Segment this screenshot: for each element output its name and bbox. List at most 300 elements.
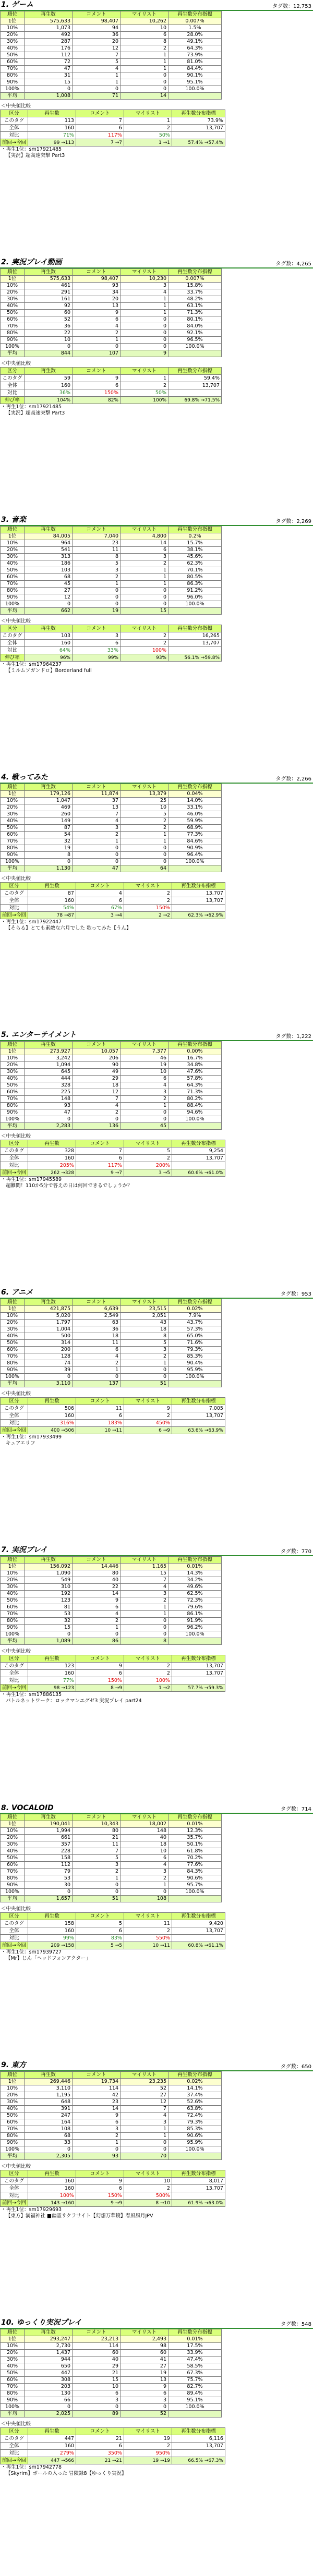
table-cell: 6 <box>73 1604 121 1611</box>
table-cell: 541 <box>25 547 73 554</box>
table-cell: 13,379 <box>121 791 168 798</box>
comparison-row <box>1 382 222 389</box>
table-cell: 107 <box>73 350 121 357</box>
table-cell: 6 <box>73 2119 121 2126</box>
table-cell: 80.2% <box>168 1096 222 1103</box>
table-cell: 0 <box>121 1109 168 1116</box>
table-cell: 50% <box>124 132 172 139</box>
category-section <box>0 1803 313 2060</box>
section-title-row <box>0 773 313 784</box>
table-cell: 13,707 <box>172 2443 225 2450</box>
table-row <box>1 2119 222 2126</box>
row-label: 100% <box>1 86 25 93</box>
table-row <box>1 2126 222 2133</box>
table-cell: 1 <box>121 567 168 574</box>
table-row <box>1 2363 222 2370</box>
row-label: 前回→今回 <box>1 2200 28 2207</box>
top-video-id: ・再生1位：sm17964237 <box>1 662 62 667</box>
top-video-title: 【Mr】じん「ヘッドフォンアクター」 <box>6 1956 91 1961</box>
table-cell: 79.3% <box>168 1347 222 1353</box>
column-header: 再生数 <box>25 784 73 791</box>
table-cell: 47 <box>25 66 73 72</box>
table-cell: 13,707 <box>172 890 225 897</box>
top-video-title: 【ミルムソガンドロ】Borderland full <box>6 668 92 674</box>
table-cell: 2 <box>124 1155 172 1162</box>
row-label: 20% <box>1 1577 25 1584</box>
table-cell: 43 <box>121 1320 168 1326</box>
column-header: コメント <box>76 1913 124 1920</box>
table-cell: 18,002 <box>121 1821 168 1828</box>
row-label: 90% <box>1 1882 25 1889</box>
table-cell: 1,195 <box>25 2092 73 2099</box>
section-title: 8. VOCALOID <box>1 1804 54 1812</box>
table-cell: 10,343 <box>73 1821 121 1828</box>
table-cell: 8 <box>73 554 121 560</box>
row-label: 平均 <box>1 93 25 100</box>
row-label: 20% <box>1 2092 25 2099</box>
row-label: 全体 <box>1 2443 28 2450</box>
table-cell: 0 <box>121 1116 168 1123</box>
table-cell: 10 →11 <box>76 1427 124 1434</box>
table-cell: 0 <box>73 1631 121 1638</box>
percentile-table <box>0 1299 222 1387</box>
table-cell: 9 <box>121 2384 168 2390</box>
column-header: マイリスト <box>121 368 168 375</box>
average-row <box>1 865 222 872</box>
section-title-row <box>0 2318 313 2329</box>
table-cell: 0 <box>25 86 73 93</box>
table-cell: 645 <box>25 1069 73 1076</box>
change-row <box>1 654 222 662</box>
row-label: 100% <box>1 2404 25 2411</box>
row-label: 60% <box>1 574 25 581</box>
table-cell: 0.01% <box>168 2336 222 2343</box>
table-cell: 98,407 <box>73 18 121 25</box>
row-label: 20% <box>1 289 25 296</box>
table-cell: 2 <box>121 818 168 825</box>
category-section <box>0 515 313 773</box>
column-header: 再生数分布指標 <box>168 1042 222 1048</box>
table-cell: 10 <box>124 2178 172 2185</box>
row-label: 90% <box>1 2397 25 2404</box>
table-cell: 35.7% <box>168 1835 222 1841</box>
table-cell: 160 <box>28 1155 76 1162</box>
comparison-row <box>1 2435 225 2443</box>
table-cell: 500 <box>25 1333 73 1340</box>
table-cell: 0 <box>121 1889 168 1896</box>
column-header: 区分 <box>1 110 28 117</box>
table-cell: 8 →10 <box>124 2200 172 2207</box>
table-row <box>1 1821 222 1828</box>
table-cell: 1 <box>121 1882 168 1889</box>
top-video-id: ・再生1位：sm17922447 <box>1 919 62 925</box>
top-video-info <box>0 2207 313 2219</box>
comparison-header-row <box>1 1140 225 1147</box>
comparison-label: ＜中央値比較 <box>1 618 31 624</box>
median-comparison-table <box>0 2427 225 2464</box>
change-row <box>1 2200 225 2207</box>
table-cell: 950% <box>124 2450 172 2457</box>
table-cell <box>172 2192 225 2200</box>
table-cell: 3 <box>121 1347 168 1353</box>
change-row <box>1 2457 225 2464</box>
table-cell: 12 <box>73 1089 121 1096</box>
table-row <box>1 316 222 323</box>
table-row <box>1 859 222 865</box>
table-cell: 12 <box>25 594 73 601</box>
table-cell: 96% <box>25 654 73 662</box>
table-cell: 100.0% <box>168 601 222 608</box>
row-label: 10% <box>1 1055 25 1062</box>
row-label: 60% <box>1 1089 25 1096</box>
row-label: このタグ <box>1 1663 28 1670</box>
category-section <box>0 773 313 1030</box>
table-cell: 4 <box>121 1082 168 1089</box>
table-row <box>1 66 222 72</box>
table-cell: 47.6% <box>168 1069 222 1076</box>
table-cell: 84,005 <box>25 533 73 540</box>
comparison-row <box>1 132 225 139</box>
row-label: 平均 <box>1 2411 25 2418</box>
average-row <box>1 350 222 357</box>
table-row <box>1 2384 222 2390</box>
table-cell: 2,025 <box>25 2411 73 2418</box>
table-cell: 2 <box>121 45 168 52</box>
table-cell: 114 <box>73 2085 121 2092</box>
table-row <box>1 18 222 25</box>
row-label: 伸び率 <box>1 397 25 404</box>
table-cell: 1 <box>121 1604 168 1611</box>
table-cell: 150% <box>73 389 121 397</box>
table-row <box>1 1855 222 1862</box>
table-cell: 273,927 <box>25 1048 73 1055</box>
column-header: 再生数 <box>25 2329 73 2336</box>
table-row <box>1 72 222 79</box>
column-header: 再生数 <box>28 883 76 890</box>
comparison-label: ＜中央値比較 <box>1 1133 31 1139</box>
column-header: 順位 <box>1 1042 25 1048</box>
table-cell: 48.2% <box>168 296 222 303</box>
median-comparison-table <box>0 1912 225 1949</box>
table-cell: 0 <box>121 845 168 852</box>
table-cell: 37.4% <box>168 2092 222 2099</box>
column-header: マイリスト <box>121 1042 168 1048</box>
table-cell: 15 <box>25 1625 73 1631</box>
table-cell: 68.9% <box>168 825 222 832</box>
change-row <box>1 139 225 146</box>
column-header: コメント <box>73 1042 121 1048</box>
table-cell: 2,051 <box>121 1313 168 1320</box>
table-cell: 2,305 <box>25 2153 73 2160</box>
section-title: 1. ゲーム <box>1 1 33 9</box>
table-row <box>1 1353 222 1360</box>
table-row <box>1 838 222 845</box>
table-cell: 3,242 <box>25 1055 73 1062</box>
table-cell: 15.8% <box>168 283 222 289</box>
table-cell: 2 <box>121 632 168 640</box>
table-cell: 447 <box>25 2370 73 2377</box>
row-label: 1位 <box>1 18 25 25</box>
row-label: 70% <box>1 1611 25 1618</box>
table-cell: 46 <box>121 1055 168 1062</box>
top-video-id: ・再生1位：sm17921485 <box>1 146 62 152</box>
table-row <box>1 825 222 832</box>
table-cell: 2 <box>124 2443 172 2450</box>
column-header: コメント <box>73 2329 121 2336</box>
top-video-title: 【実況】超高速突撃 Part3 <box>6 153 65 158</box>
column-header: 再生数 <box>25 625 73 632</box>
table-cell: 64% <box>25 647 73 654</box>
table-row <box>1 337 222 344</box>
table-cell: 62.3% →62.9% <box>172 912 225 919</box>
table-cell: 81 <box>25 1604 73 1611</box>
row-label: 30% <box>1 554 25 560</box>
table-cell: 117% <box>76 132 124 139</box>
row-label: 1位 <box>1 1048 25 1055</box>
table-cell: 316% <box>28 1420 76 1427</box>
table-cell <box>168 865 222 872</box>
table-cell: 7 <box>121 1577 168 1584</box>
table-cell: 0 <box>73 601 121 608</box>
column-header: 再生数 <box>28 110 76 117</box>
top-video-id: ・再生1位：sm17886135 <box>1 1692 62 1698</box>
table-cell: 1 →2 <box>124 1684 172 1692</box>
table-cell: 9,254 <box>172 1147 225 1155</box>
table-cell: 2 <box>121 382 168 389</box>
table-cell: 225 <box>25 1089 73 1096</box>
table-cell: 3 →4 <box>76 912 124 919</box>
table-cell: 2 <box>124 1927 172 1935</box>
table-cell: 7 →7 <box>76 139 124 146</box>
table-row <box>1 25 222 32</box>
table-cell: 206 <box>73 1055 121 1062</box>
table-cell: 9 <box>76 1663 124 1670</box>
table-cell: 1 <box>73 72 121 79</box>
table-cell: 1 <box>121 296 168 303</box>
row-label: 40% <box>1 1848 25 1855</box>
tag-count: タグ数：953 <box>280 1291 311 1297</box>
table-cell: 85.3% <box>168 2126 222 2133</box>
table-cell: 9,420 <box>172 1920 225 1927</box>
table-cell: 87 <box>28 890 76 897</box>
table-cell: 18 <box>73 1333 121 1340</box>
section-title: 10. ゆっくり実況プレイ <box>1 2318 82 2327</box>
category-section <box>0 2318 313 2575</box>
table-cell: 203 <box>25 2384 73 2390</box>
column-header: マイリスト <box>121 1557 168 1564</box>
table-cell: 4,800 <box>121 533 168 540</box>
table-cell: 1 <box>73 79 121 86</box>
table-cell: 90.6% <box>168 2133 222 2140</box>
row-label: 40% <box>1 560 25 567</box>
table-cell: 100.0% <box>168 344 222 350</box>
table-cell: 33.1% <box>168 804 222 811</box>
table-cell <box>168 647 222 654</box>
table-cell: 0 <box>73 588 121 594</box>
table-cell: 28.0% <box>168 32 222 39</box>
table-cell: 1 <box>73 838 121 845</box>
table-cell: 40 <box>73 2357 121 2363</box>
column-header: 再生数 <box>28 1140 76 1147</box>
table-cell: 148 <box>121 1828 168 1835</box>
row-label: 全体 <box>1 125 28 132</box>
table-row <box>1 1625 222 1631</box>
table-row <box>1 32 222 39</box>
row-label: 60% <box>1 2119 25 2126</box>
table-header-row <box>1 784 222 791</box>
table-cell: 59.4% <box>168 375 222 382</box>
table-cell: 2 <box>124 897 172 905</box>
row-label: 対比 <box>1 1420 28 1427</box>
table-cell: 27 <box>121 2363 168 2370</box>
row-label: 対比 <box>1 1162 28 1169</box>
table-cell: 186 <box>25 560 73 567</box>
column-header: 再生数 <box>28 1398 76 1405</box>
column-header: コメント <box>76 2170 124 2178</box>
table-row <box>1 2099 222 2106</box>
table-cell <box>168 2153 222 2160</box>
table-cell: 150% <box>76 2192 124 2200</box>
table-cell: 34 <box>73 289 121 296</box>
row-label: 平均 <box>1 608 25 615</box>
comparison-row <box>1 640 222 647</box>
table-cell: 17.5% <box>168 2343 222 2350</box>
table-cell: 1 <box>121 303 168 310</box>
table-cell <box>168 1381 222 1387</box>
table-cell: 22 <box>73 1584 121 1591</box>
table-cell: 45.6% <box>168 554 222 560</box>
row-label: 60% <box>1 59 25 66</box>
row-label: 100% <box>1 859 25 865</box>
table-cell: 3 →5 <box>124 1169 172 1177</box>
table-cell: 90.4% <box>168 1360 222 1367</box>
table-cell: 33.7% <box>168 289 222 296</box>
table-cell: 61.8% <box>168 1848 222 1855</box>
table-cell: 5 <box>124 1147 172 1155</box>
column-header: 再生数 <box>28 1655 76 1663</box>
column-header: マイリスト <box>124 110 172 117</box>
median-comparison-table <box>0 1140 225 1177</box>
table-header-row <box>1 269 222 276</box>
table-cell: 8 <box>121 1333 168 1340</box>
row-label: 全体 <box>1 1412 28 1420</box>
table-cell: 3 <box>73 825 121 832</box>
tag-count: タグ数：770 <box>280 1549 311 1555</box>
table-cell: 42 <box>73 2092 121 2099</box>
table-cell: 247 <box>25 2113 73 2119</box>
top-video-title: 【そらる】とても素敵な六月でした 歌ってみた【うん】 <box>6 925 131 931</box>
table-cell: 23,515 <box>121 1306 168 1313</box>
row-label: 30% <box>1 811 25 818</box>
table-row <box>1 1835 222 1841</box>
table-cell: 0.04% <box>168 791 222 798</box>
table-cell: 2 →2 <box>124 912 172 919</box>
row-label: 80% <box>1 588 25 594</box>
top-video-info <box>0 404 313 417</box>
table-cell: 31 <box>25 72 73 79</box>
table-cell: 7 <box>73 52 121 59</box>
table-cell: 550% <box>124 1935 172 1942</box>
column-header: 再生数分布指標 <box>172 1140 225 1147</box>
table-cell: 27 <box>25 588 73 594</box>
tag-count: タグ数：2,266 <box>275 776 311 782</box>
table-row <box>1 1096 222 1103</box>
column-header: 再生数分布指標 <box>168 527 222 533</box>
table-cell: 2,283 <box>25 1123 73 1130</box>
table-cell: 66 <box>25 2397 73 2404</box>
table-cell: 1 <box>121 52 168 59</box>
table-cell: 3 <box>121 1591 168 1597</box>
table-cell: 45 <box>25 581 73 588</box>
table-row <box>1 2370 222 2377</box>
table-row <box>1 323 222 330</box>
table-cell: 200 <box>25 1347 73 1353</box>
row-label: 50% <box>1 1082 25 1089</box>
change-row <box>1 1942 225 1949</box>
table-cell: 4 <box>121 1862 168 1869</box>
table-cell: 43.7% <box>168 1320 222 1326</box>
table-cell: 6 <box>73 1347 121 1353</box>
row-label: 70% <box>1 1096 25 1103</box>
comparison-row <box>1 1935 225 1942</box>
table-cell: 0 <box>73 344 121 350</box>
table-cell: 82% <box>73 397 121 404</box>
row-label: 対比 <box>1 389 25 397</box>
row-label: 1位 <box>1 276 25 283</box>
comparison-row <box>1 647 222 654</box>
table-cell: 50.1% <box>168 1841 222 1848</box>
table-row <box>1 303 222 310</box>
table-cell: 0 <box>121 330 168 337</box>
table-cell: 5 <box>73 560 121 567</box>
top-video-info <box>0 1692 313 1704</box>
row-label: 10% <box>1 798 25 804</box>
row-label: 30% <box>1 296 25 303</box>
row-label: 100% <box>1 1631 25 1638</box>
table-cell: 1,073 <box>25 25 73 32</box>
table-cell: 59.9% <box>168 818 222 825</box>
table-cell: 0.00% <box>168 1048 222 1055</box>
table-cell: 57.8% <box>168 1076 222 1082</box>
table-cell: 2 <box>73 330 121 337</box>
table-cell: 2,549 <box>73 1313 121 1320</box>
percentile-table <box>0 2071 222 2160</box>
table-row <box>1 1841 222 1848</box>
table-cell: 84.6% <box>168 838 222 845</box>
table-cell: 150% <box>76 1677 124 1684</box>
table-cell: 19,734 <box>73 2079 121 2085</box>
table-cell: 54 <box>25 832 73 838</box>
table-cell: 49.1% <box>168 39 222 45</box>
table-cell: 79.6% <box>168 1604 222 1611</box>
table-cell: 10 <box>121 804 168 811</box>
row-label: 100% <box>1 601 25 608</box>
table-cell: 34.8% <box>168 1062 222 1069</box>
column-header: マイリスト <box>124 2428 172 2435</box>
table-cell: 4 <box>73 1103 121 1109</box>
row-label: 50% <box>1 310 25 316</box>
row-label: 前回→今回 <box>1 1684 28 1692</box>
table-row <box>1 52 222 59</box>
table-cell: 13,707 <box>172 1412 225 1420</box>
table-cell: 13,707 <box>172 1663 225 1670</box>
table-cell: 89 <box>73 2411 121 2418</box>
table-row <box>1 1584 222 1591</box>
table-cell: 179,126 <box>25 791 73 798</box>
table-cell: 10 <box>121 25 168 32</box>
row-label: 70% <box>1 1353 25 1360</box>
table-cell: 33 <box>25 2140 73 2146</box>
